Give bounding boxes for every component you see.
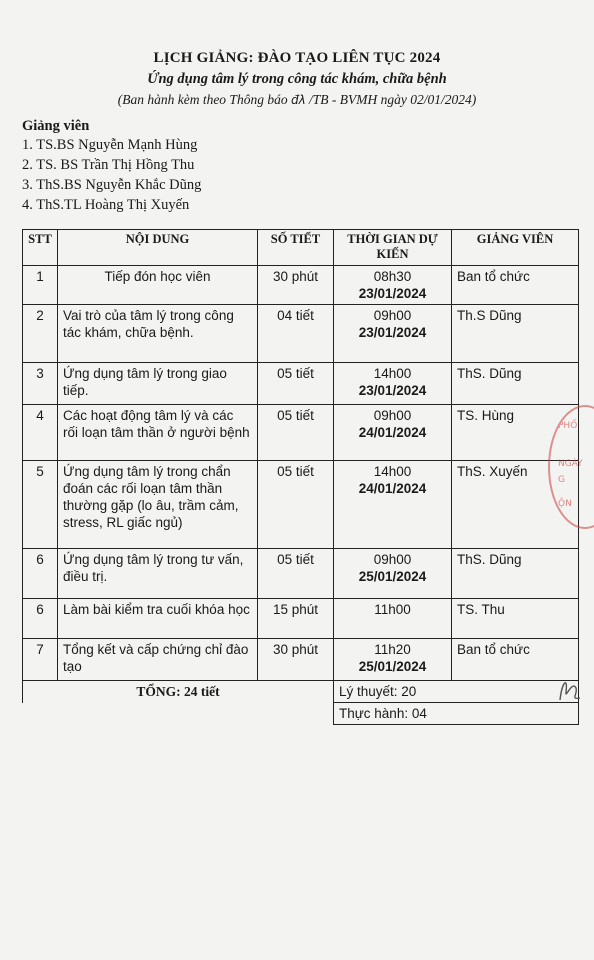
cell-periods: 30 phút xyxy=(258,266,334,305)
time-value: 09h00 xyxy=(373,552,412,567)
date-value: 23/01/2024 xyxy=(358,286,427,301)
lecturer-item: 2. TS. BS Trần Thị Hồng Thu xyxy=(22,157,195,173)
header-content: NỘI DUNG xyxy=(58,230,258,266)
date-value: 23/01/2024 xyxy=(358,325,427,340)
header-periods: SỐ TIẾT xyxy=(258,230,334,266)
time-value: 11h20 xyxy=(374,642,411,657)
total-label: TỔNG: 24 tiết xyxy=(23,681,334,703)
cell-content: Các hoạt động tâm lý và các rối loạn tâm thần ở người bệnh xyxy=(58,405,258,461)
cell-content: Làm bài kiểm tra cuối khóa học xyxy=(58,599,258,639)
table-row xyxy=(23,549,579,599)
document-subtitle: Ứng dụng tâm lý trong công tác khám, chữa bệnh xyxy=(147,71,447,87)
cell-periods: 05 tiết xyxy=(258,405,334,461)
total-row xyxy=(23,681,579,703)
empty-cell xyxy=(23,703,334,725)
cell-time xyxy=(334,363,452,405)
cell-time xyxy=(334,305,452,363)
cell-lecturer: Ban tổ chức xyxy=(452,639,579,681)
cell-periods: 05 tiết xyxy=(258,461,334,549)
cell-periods: 04 tiết xyxy=(258,305,334,363)
document-title: LỊCH GIẢNG: ĐÀO TẠO LIÊN TỤC 2024 xyxy=(153,50,441,66)
time-value: 08h30 xyxy=(373,269,412,284)
cell-time xyxy=(334,461,452,549)
cell-periods: 05 tiết xyxy=(258,549,334,599)
seal-text: PHỐ xyxy=(558,421,578,431)
cell-time xyxy=(334,405,452,461)
seal-text: ỘN xyxy=(558,499,572,509)
cell-lecturer: TS. Thu xyxy=(452,599,579,639)
seal-text: NGÀY xyxy=(558,459,583,469)
header-lecturer: GIẢNG VIÊN xyxy=(452,230,579,266)
cell-content: Tiếp đón học viên xyxy=(58,266,258,305)
cell-stt: 6 xyxy=(23,599,58,639)
cell-stt: 2 xyxy=(23,305,58,363)
issuance-note xyxy=(0,92,594,108)
lecturer-item: 3. ThS.BS Nguyễn Khắc Dũng xyxy=(22,177,202,193)
header-stt: STT xyxy=(23,230,58,266)
cell-stt: 6 xyxy=(23,549,58,599)
theory-count: Lý thuyết: 20 xyxy=(334,681,579,703)
table-row xyxy=(23,305,579,363)
cell-lecturer: TS. Hùng xyxy=(452,405,579,461)
lecturers-heading: Giảng viên xyxy=(22,118,90,134)
time-value: 11h00 xyxy=(374,602,411,617)
handwritten-number: đλ xyxy=(290,93,306,107)
header-time: THỜI GIAN DỰ KIẾN xyxy=(334,230,452,266)
date-value: 23/01/2024 xyxy=(358,383,427,398)
cell-content: Ứng dụng tâm lý trong tư vấn, điều trị. xyxy=(58,549,258,599)
cell-time xyxy=(334,549,452,599)
cell-time xyxy=(334,266,452,305)
time-value: 14h00 xyxy=(373,366,412,381)
time-value: 09h00 xyxy=(373,408,412,423)
cell-periods: 15 phút xyxy=(258,599,334,639)
table-row xyxy=(23,266,579,305)
cell-lecturer: ThS. Dũng xyxy=(452,549,579,599)
cell-stt: 4 xyxy=(23,405,58,461)
table-row xyxy=(23,405,579,461)
cell-lecturer: ThS. Xuyến xyxy=(452,461,579,549)
cell-content: Ứng dụng tâm lý trong chẩn đoán các rối loạn tâm thần thường gặp (lo âu, trầm cảm, stress, RL giấc ngủ) xyxy=(58,461,258,549)
practice-count: Thực hành: 04 xyxy=(334,703,579,725)
date-value: 24/01/2024 xyxy=(358,481,427,496)
cell-periods: 30 phút xyxy=(258,639,334,681)
lecturer-item: 4. ThS.TL Hoàng Thị Xuyến xyxy=(22,197,190,213)
cell-time xyxy=(334,639,452,681)
cell-lecturer: Th.S Dũng xyxy=(452,305,579,363)
table-row xyxy=(23,639,579,681)
cell-stt: 5 xyxy=(23,461,58,549)
table-row xyxy=(23,461,579,549)
cell-time xyxy=(334,599,452,639)
practice-row xyxy=(23,703,579,725)
cell-lecturer: ThS. Dũng xyxy=(452,363,579,405)
seal-text: G xyxy=(558,475,565,485)
cell-stt: 7 xyxy=(23,639,58,681)
schedule-table xyxy=(22,229,579,725)
cell-content: Vai trò của tâm lý trong công tác khám, chữa bệnh. xyxy=(58,305,258,363)
table-row xyxy=(23,363,579,405)
cell-stt: 3 xyxy=(23,363,58,405)
time-value: 14h00 xyxy=(373,464,412,479)
date-value: 25/01/2024 xyxy=(358,659,427,674)
issuance-note-suffix: /TB - BVMH ngày 02/01/2024) xyxy=(305,92,477,107)
initials-signature xyxy=(556,670,586,710)
cell-lecturer: Ban tổ chức xyxy=(452,266,579,305)
cell-stt: 1 xyxy=(23,266,58,305)
issuance-note-prefix: (Ban hành kèm theo Thông báo xyxy=(117,92,291,107)
lecturer-item: 1. TS.BS Nguyễn Mạnh Hùng xyxy=(22,137,198,153)
date-value: 25/01/2024 xyxy=(358,569,427,584)
table-header-row xyxy=(23,230,579,266)
time-value: 09h00 xyxy=(373,308,412,323)
table-row xyxy=(23,599,579,639)
cell-content: Ứng dụng tâm lý trong giao tiếp. xyxy=(58,363,258,405)
cell-content: Tổng kết và cấp chứng chỉ đào tạo xyxy=(58,639,258,681)
cell-periods: 05 tiết xyxy=(258,363,334,405)
date-value: 24/01/2024 xyxy=(358,425,427,440)
